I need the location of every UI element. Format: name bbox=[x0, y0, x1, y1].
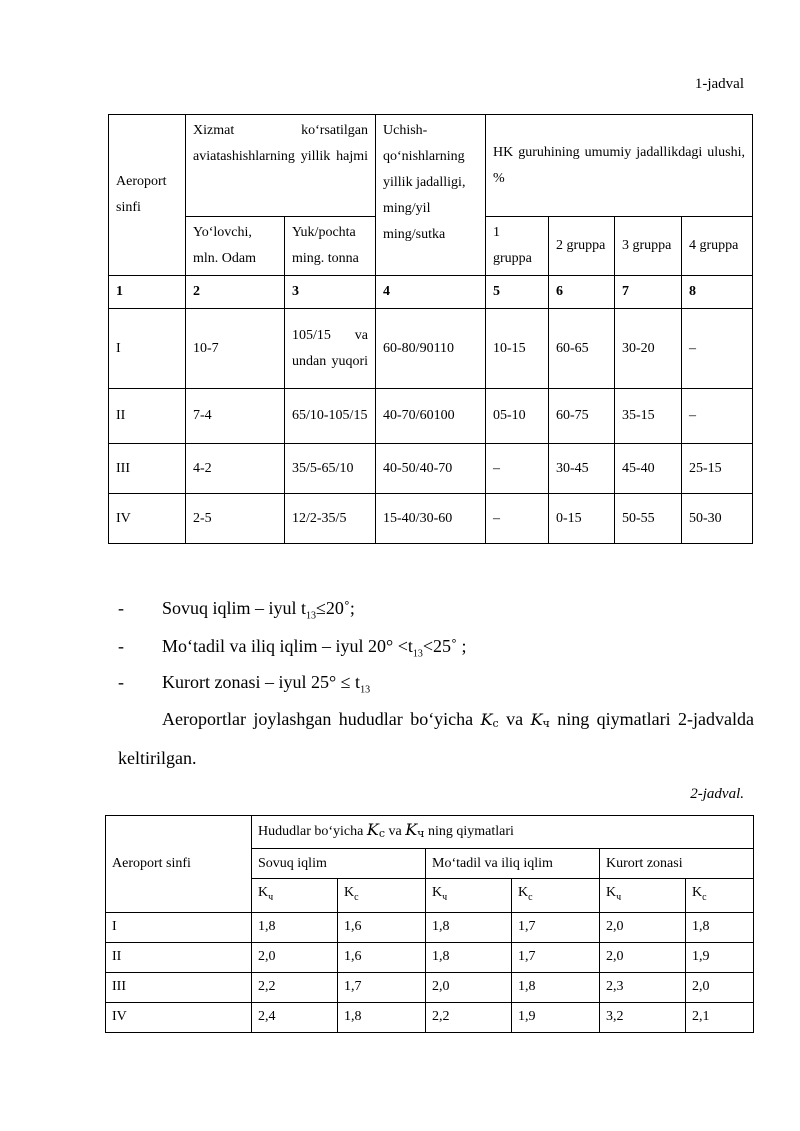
k-ch-symbol: Kч bbox=[530, 710, 550, 730]
table-cell: I bbox=[109, 309, 186, 389]
table-row bbox=[106, 972, 754, 1002]
table-cell: 4-2 bbox=[186, 444, 285, 494]
k-c-symbol: Kc bbox=[480, 710, 499, 730]
table-cell: 45-40 bbox=[615, 444, 682, 494]
column-number: 5 bbox=[486, 276, 549, 309]
table-cell: 1,8 bbox=[426, 912, 512, 942]
paragraph-text: ning qiymatlari 2-jadvalda keltirilgan. bbox=[118, 709, 754, 768]
table-cell: 1,8 bbox=[512, 972, 600, 1002]
k-header: $K_c$ bbox=[338, 879, 426, 913]
table1 bbox=[108, 114, 753, 544]
table1-caption: 1-jadval bbox=[694, 76, 744, 92]
list-text: Mo‘tadil va iliq iqlim – iyul 20° <t bbox=[162, 636, 413, 656]
list-item bbox=[118, 598, 355, 622]
column-number: 3 bbox=[285, 276, 376, 309]
table-cell: 2,2 bbox=[426, 1002, 512, 1032]
table-cell: 2,0 bbox=[600, 942, 686, 972]
list-text: ≤20˚; bbox=[316, 598, 355, 618]
table-row bbox=[106, 1002, 754, 1032]
zone-header: Kurort zonasi bbox=[600, 849, 754, 879]
table-cell: 10-15 bbox=[486, 309, 549, 389]
table-cell: 105/15 va undan yuqori bbox=[285, 309, 376, 389]
table-cell: 1,6 bbox=[338, 912, 426, 942]
table-row bbox=[109, 494, 753, 544]
header-values: Hududlar bo‘yicha Kc va Kч ning qiymatlari bbox=[252, 816, 754, 849]
table-cell: 1,9 bbox=[512, 1002, 600, 1032]
header-class: Aeroport sinfi bbox=[109, 115, 186, 276]
table-cell: – bbox=[682, 389, 753, 444]
paragraph-text: va bbox=[498, 709, 531, 729]
header-class: Aeroport sinfi bbox=[106, 816, 252, 913]
table-cell: 1,7 bbox=[512, 942, 600, 972]
paragraph-text: Aeroportlar joylashgan hududlar bo‘yicha bbox=[162, 709, 481, 729]
list-subscript: 13 bbox=[306, 610, 317, 622]
table-cell: 12/2-35/5 bbox=[285, 494, 376, 544]
table-cell: 1,8 bbox=[252, 912, 338, 942]
table-cell: 60-75 bbox=[549, 389, 615, 444]
table-cell: 30-20 bbox=[615, 309, 682, 389]
table-cell: 1,8 bbox=[426, 942, 512, 972]
k-header: $K_c$ bbox=[512, 879, 600, 913]
table-cell: 1,7 bbox=[338, 972, 426, 1002]
table-row bbox=[106, 912, 754, 942]
column-number: 1 bbox=[109, 276, 186, 309]
header-group-4: 4 gruppa bbox=[682, 217, 753, 276]
table-row bbox=[109, 389, 753, 444]
table-cell: 7-4 bbox=[186, 389, 285, 444]
table-row bbox=[109, 444, 753, 494]
table-cell: 2,0 bbox=[426, 972, 512, 1002]
table-cell: 0-15 bbox=[549, 494, 615, 544]
column-number-row bbox=[109, 276, 753, 309]
list-dash: - bbox=[118, 636, 124, 656]
header-share: HK guruhining umumiy jadallikdagi ulushi, % bbox=[486, 115, 753, 217]
header-cargo: Yuk/pochta ming. tonna bbox=[285, 217, 376, 276]
column-number: 7 bbox=[615, 276, 682, 309]
table-cell: I bbox=[106, 912, 252, 942]
column-number: 6 bbox=[549, 276, 615, 309]
list-subscript: 13 bbox=[412, 648, 423, 660]
table-cell: 2,1 bbox=[686, 1002, 754, 1032]
table-cell: 2-5 bbox=[186, 494, 285, 544]
table-cell: II bbox=[109, 389, 186, 444]
k-header: $K_ч$ bbox=[600, 879, 686, 913]
table-cell: 65/10-105/15 bbox=[285, 389, 376, 444]
header-group-1: 1 gruppa bbox=[486, 217, 549, 276]
table-cell: 40-50/40-70 bbox=[376, 444, 486, 494]
header-volume: Xizmat ko‘rsatilgan aviatashishlarning yillik hajmi bbox=[186, 115, 376, 217]
table-cell: 2,2 bbox=[252, 972, 338, 1002]
table-cell: 1,7 bbox=[512, 912, 600, 942]
table-cell: – bbox=[682, 309, 753, 389]
k-header: $K_c$ bbox=[686, 879, 754, 913]
list-subscript: 13 bbox=[360, 684, 371, 696]
table-cell: 1,8 bbox=[686, 912, 754, 942]
table-cell: 2,0 bbox=[686, 972, 754, 1002]
table-cell: 10-7 bbox=[186, 309, 285, 389]
table-cell: 60-65 bbox=[549, 309, 615, 389]
table-cell: 1,8 bbox=[338, 1002, 426, 1032]
zone-header: Sovuq iqlim bbox=[252, 849, 426, 879]
table-cell: 1,9 bbox=[686, 942, 754, 972]
table2 bbox=[105, 815, 754, 1033]
list-dash: - bbox=[118, 598, 124, 618]
table-cell: 15-40/30-60 bbox=[376, 494, 486, 544]
table-cell: 35-15 bbox=[615, 389, 682, 444]
k-header: $K_ч$ bbox=[426, 879, 512, 913]
table-cell: – bbox=[486, 494, 549, 544]
table-cell: 05-10 bbox=[486, 389, 549, 444]
table-cell: III bbox=[109, 444, 186, 494]
column-number: 8 bbox=[682, 276, 753, 309]
table-cell: 35/5-65/10 bbox=[285, 444, 376, 494]
table2-caption: 2-jadval. bbox=[690, 786, 744, 802]
table-cell: 1,6 bbox=[338, 942, 426, 972]
table-cell: 2,4 bbox=[252, 1002, 338, 1032]
column-number: 2 bbox=[186, 276, 285, 309]
table-cell: 3,2 bbox=[600, 1002, 686, 1032]
table-cell: IV bbox=[109, 494, 186, 544]
header-passengers: Yo‘lovchi, mln. Odam bbox=[186, 217, 285, 276]
list-text: Sovuq iqlim – iyul t bbox=[162, 598, 307, 618]
paragraph bbox=[118, 702, 754, 775]
list-text: Kurort zonasi – iyul 25° ≤ t bbox=[162, 672, 361, 692]
column-number: 4 bbox=[376, 276, 486, 309]
header-group-3: 3 gruppa bbox=[615, 217, 682, 276]
table-cell: – bbox=[486, 444, 549, 494]
table-cell: 40-70/60100 bbox=[376, 389, 486, 444]
list-item bbox=[118, 672, 370, 696]
list-text: <25˚ ; bbox=[422, 636, 467, 656]
table-cell: 2,3 bbox=[600, 972, 686, 1002]
table-cell: III bbox=[106, 972, 252, 1002]
table-row bbox=[106, 942, 754, 972]
table-cell: 60-80/90110 bbox=[376, 309, 486, 389]
header-group-2: 2 gruppa bbox=[549, 217, 615, 276]
table-row bbox=[109, 309, 753, 389]
header-flights: Uchish-qo‘nishlarning yillik jadalligi, ming/yil ming/sutka bbox=[376, 115, 486, 276]
list-dash: - bbox=[118, 672, 124, 692]
table-cell: 25-15 bbox=[682, 444, 753, 494]
table-cell: 50-55 bbox=[615, 494, 682, 544]
table-cell: 2,0 bbox=[600, 912, 686, 942]
table-cell: 50-30 bbox=[682, 494, 753, 544]
table-cell: II bbox=[106, 942, 252, 972]
table-cell: 2,0 bbox=[252, 942, 338, 972]
zone-header: Mo‘tadil va iliq iqlim bbox=[426, 849, 600, 879]
list-item bbox=[118, 636, 467, 660]
table-cell: 30-45 bbox=[549, 444, 615, 494]
table-cell: IV bbox=[106, 1002, 252, 1032]
k-header: $K_ч$ bbox=[252, 879, 338, 913]
